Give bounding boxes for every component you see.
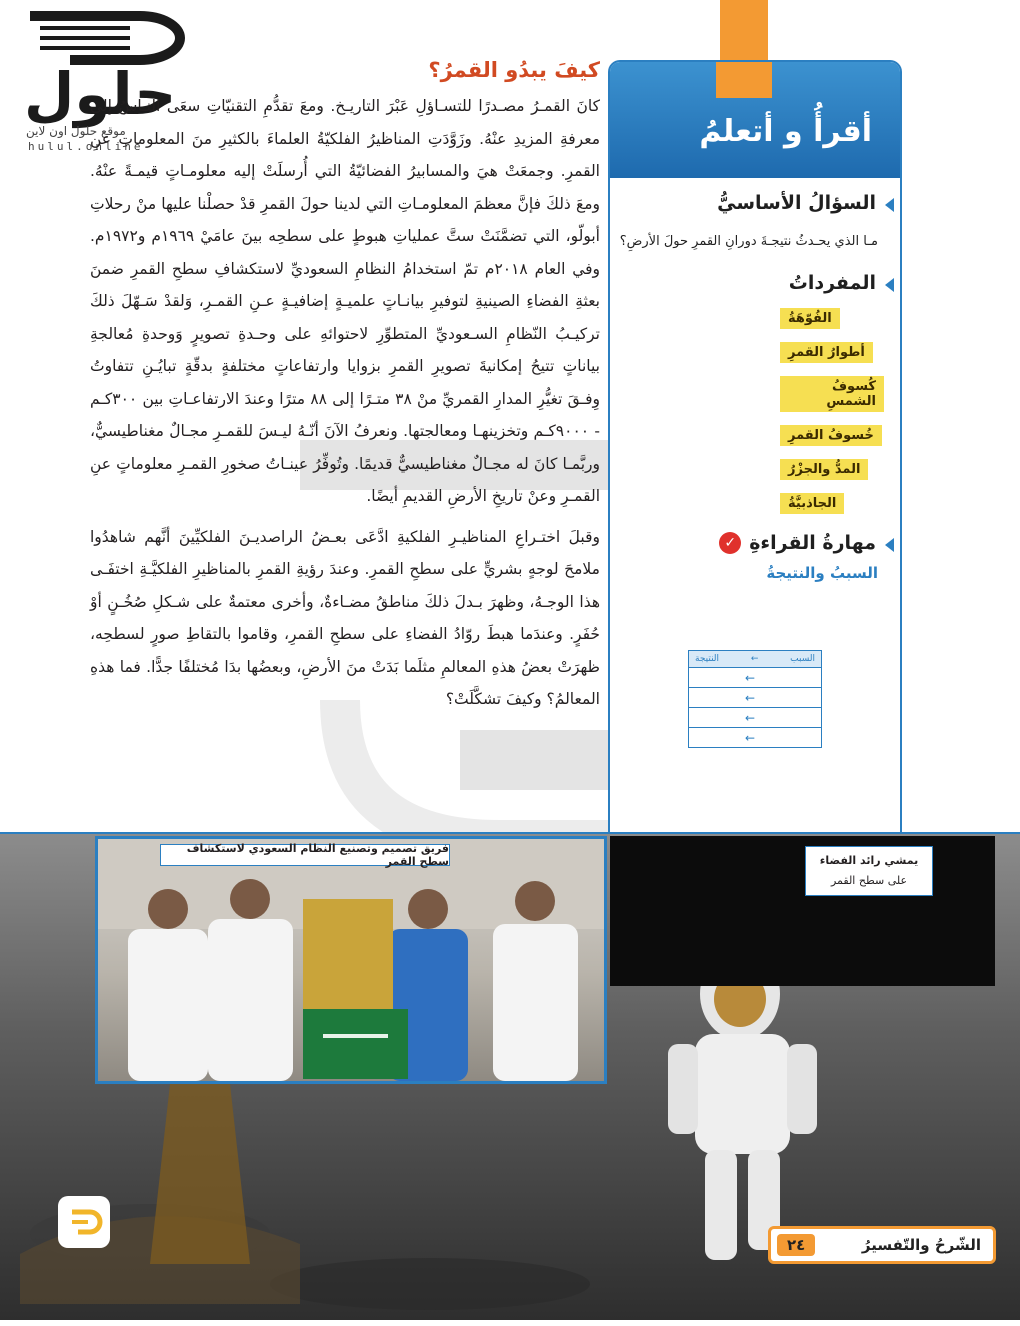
cause-effect-table xyxy=(688,650,822,748)
reading-skill-row xyxy=(610,532,876,554)
astronaut-figure xyxy=(668,948,817,1260)
vocab-item: خُسوفُ القمرِ xyxy=(780,425,882,446)
vocabulary-label: المفرداتُ xyxy=(610,272,900,294)
effect-header: النتيجة xyxy=(695,654,720,664)
sidebar-title: أقرأُ و أتعلمُ xyxy=(699,114,872,149)
essential-question-text: مـا الذي يحـدثُ نتيجـةَ دورانِ القمرِ حولَ الأرضِ؟ xyxy=(619,234,878,249)
arrow-left-icon: ← xyxy=(745,691,756,705)
article-paragraph-1: كانَ القمـرُ مصـدرًا للتسـاؤلِ عَبْرَ التاريـخ. ومعَ تقدُّمِ التقنيّاتِ سعَى النـاسُ إلى معرفةِ المزيدِ عنْهُ. وزَوَّدَتِ المناظيرُ الفلكيّةُ العلماءَ بالكثيرِ منَ المعلوماتِ عنِ القمرِ. وجمعَتْ هيَ والمسابيرُ الفضائيّةُ التي أُرسلَتْ إليه معلومـاتٍ قيمـةً عنْهُ. ومعَ ذلكَ فإنَّ معظمَ المعلومـاتِ التي لدينا حولَ القمرِ قدْ حصلْنا عليها منْ رحلاتِ أبولّو، التي تضمَّنَتْ ستَّ عملياتِ هبوطٍ على سطحِه بينَ عامَيْ ١٩٦٩م و١٩٧٢م. وفي العام ٢٠١٨م تمّ استخدامُ النظامِ السعوديِّ لاستكشافِ سطحِ القمرِ ضمنَ بعثةِ الفضاءِ الصينيةِ لتوفيرِ بيانـاتٍ علميـةٍ إضافيـةٍ عـنِ القمـرِ، وَلقدْ سَـهّلَ ذلكَ تركيـبُ النّظامِ السـعوديِّ المتطوِّرِ لاحتوائهِ على وحـدةِ تصويرٍ وَوحدةِ مُعالجةِ بياناتٍ تتيحُ إمكانيةَ تصويرِ القمرِ بزوايا وارتفاعاتٍ مختلفةٍ بدقّةٍ تبايُـنِ تتفاوتُ وِفـقَ تغيُّرِ المدارِ القمريِّ منْ ٣٨ متـرًا إلى ٨٨ مترًا وعندَ الارتفاعـاتِ بين ٣٠٠كـم - ٩٠٠٠كـم وتخزينهـا ومعالجتها. ونعرفُ الآنَ أنّـهُ ليـسَ للقمـرِ مجـالٌ مغناطيسيٌّ، وربَّمـا كانَ له مجـالٌ مغناطيسيٌّ قديمًا. وتُوفِّرُ عينـاتُ صخورِ القمـرِ معلوماتٍ عنِ القمـرِ وعنْ تاريخِ الأرضِ القديمِ أيضًا. xyxy=(90,97,601,505)
reading-skill-label-text: مهارةُ القراءةِ xyxy=(749,532,876,554)
arrow-left-icon: ← xyxy=(745,731,756,745)
team-photo xyxy=(95,836,607,1084)
cause-effect-row xyxy=(689,727,821,747)
vocab-item: الفُوّهَةُ xyxy=(780,308,840,329)
astronaut-photo-caption xyxy=(805,846,933,896)
vocab-item: كُسوفُ الشمسِ xyxy=(780,376,884,412)
vocab-item: الجاذبيَّةُ xyxy=(780,493,844,514)
vocabulary-list xyxy=(610,294,900,514)
cause-effect-row xyxy=(689,667,821,687)
arrow-left-icon: ← xyxy=(750,654,759,664)
cause-effect-header xyxy=(689,651,821,667)
small-logo-icon xyxy=(58,1196,110,1248)
space-sky xyxy=(610,836,995,986)
sidebar-header xyxy=(610,62,900,178)
logo-url-text: hulul.online xyxy=(28,140,144,153)
team-photo-illustration xyxy=(98,839,604,1081)
checkmark-icon: ✓ xyxy=(719,532,741,554)
astronaut-caption-line-1: يمشي رائد الفضاء xyxy=(819,854,919,867)
article-heading: كيفَ يبدُو القمرُ؟ xyxy=(428,58,600,82)
vocab-item: أطوارُ القمرِ xyxy=(780,342,873,363)
cause-effect-row xyxy=(689,707,821,727)
vocab-item: المدُّ والجزْرُ xyxy=(780,459,868,480)
team-photo-caption: فريق تصميم وتصنيع النظام السعودي لاستكشاف سطح القمر xyxy=(160,844,450,866)
cause-header: السبب xyxy=(790,654,815,664)
logo-site-text: موقع حلول اون لاين xyxy=(26,124,126,138)
sidebar-tab-strip xyxy=(716,62,772,98)
footer-section-bar xyxy=(768,1226,996,1264)
main-article xyxy=(90,58,600,716)
cause-effect-row xyxy=(689,687,821,707)
arrow-left-icon: ← xyxy=(745,711,756,725)
arrow-left-icon: ← xyxy=(745,671,756,685)
reading-skill-name: السببُ والنتيجةُ xyxy=(766,564,878,582)
read-learn-sidebar xyxy=(608,60,902,850)
essential-question-label: السؤالُ الأساسيُّ xyxy=(610,192,900,214)
small-logo-mark-icon xyxy=(64,1202,104,1242)
logo-arabic-text: حلول xyxy=(24,60,177,128)
reading-skill-label xyxy=(610,532,900,554)
page-number: ٢٤ xyxy=(777,1234,815,1256)
article-paragraph-2: وقبلَ اختـراعِ المناظيـرِ الفلكيةِ ادَّعَى بعـضُ الراصديـنَ الفلكيِّينَ أنَّهم شاهدُوا ملامحَ لوجهٍ بشريٍّ على سطحِ القمرِ. وعندَ رؤيةِ القمرِ بالمناظيرِ الفلكيَّـةِ اختفَـى هذا الوجـهُ، وظهرَ بـدلَ ذلكَ مناطقُ مضـاءةٌ، وأخرى معتمةٌ على شـكلِ صُخُـنٍ أوْ حُفَرٍ. وعندَما هبطَ روّادُ الفضاءِ على سطحِ القمرِ، وقاموا بالتقاطِ صورٍ لسطحِه، ظهرَتْ بعضُ هذهِ المعالمِ مثلَما بَدَتْ منَ الأرضِ، وبعضُها بدَا مُختلفًا جدًّا. فما هذهِ المعالمُ؟ وكيفَ تشكَّلَتْ؟ xyxy=(90,527,600,708)
astronaut-caption-line-2: على سطح القمر xyxy=(830,874,908,887)
footer-section-label: الشّرحُ والتّفسيرُ xyxy=(861,1236,981,1254)
